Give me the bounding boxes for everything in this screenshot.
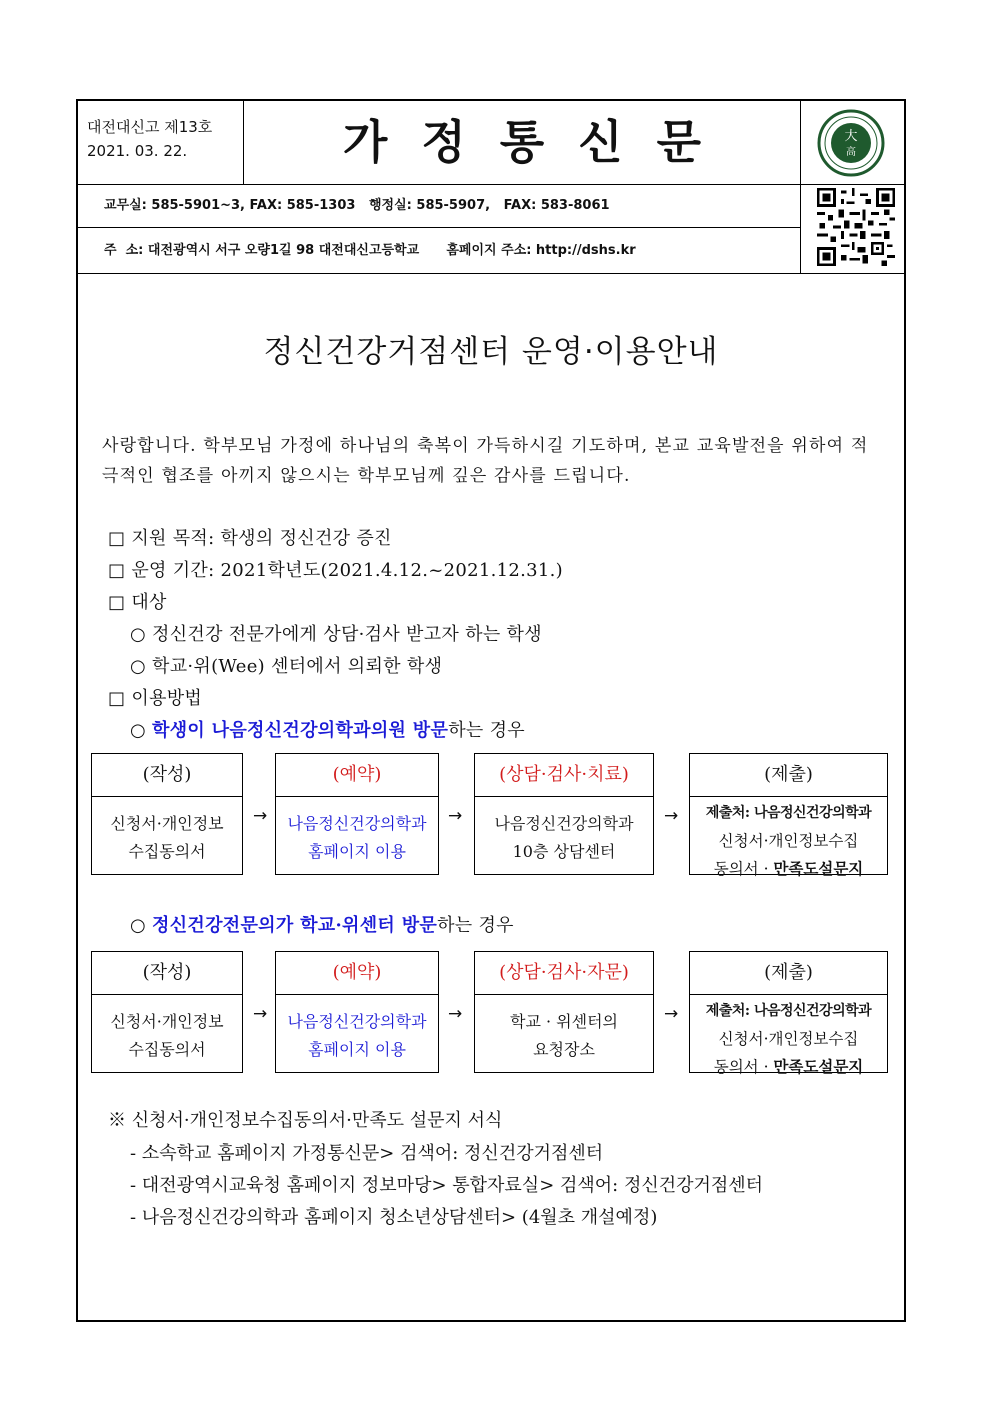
- step-body-line3: [690, 1053, 887, 1081]
- case2-step-write: [91, 951, 243, 1073]
- logo-char-1: 大: [844, 129, 858, 144]
- step-body: [276, 995, 438, 1064]
- case1-step-write: [91, 753, 243, 875]
- step-body-line1: 신청서·개인정보: [110, 814, 224, 833]
- address-info: 주 소: 대전광역시 서구 오량1길 98 대전대신고등학교 홈페이지 주소: http://dshs.kr: [78, 228, 800, 274]
- qr-code-icon[interactable]: [817, 188, 895, 266]
- case1-bullet: ○: [130, 720, 147, 741]
- step-body: [690, 995, 887, 1081]
- purpose-item: □ 지원 목적: 학생의 정신건강 증진: [108, 528, 392, 549]
- case1-heading: [130, 716, 525, 742]
- document-title: 정신건강거점센터 운영·이용안내: [263, 334, 719, 370]
- target-sub-2: ○ 학교·위(Wee) 센터에서 의뢰한 학생: [130, 656, 443, 677]
- step-head: (작성): [92, 754, 242, 797]
- notes-heading: ※ 신청서·개인정보수집동의서·만족도 설문지 서식: [108, 1110, 503, 1131]
- step-body-line3b: 만족도설문지: [773, 859, 864, 878]
- step-head: (제출): [690, 952, 887, 995]
- step-body-line2: 10층 상담센터: [512, 842, 616, 861]
- issue-date: 2021. 03. 22.: [87, 142, 188, 160]
- contact-info: 교무실: 585-5901~3, FAX: 585-1303 행정실: 585-5907, FAX: 583-8061: [78, 184, 800, 228]
- issue-info: [78, 101, 244, 184]
- step-body-line2: 수집동의서: [128, 842, 206, 861]
- step-head: (작성): [92, 952, 242, 995]
- case1-step-submit: [689, 753, 888, 878]
- step-body-line2: 홈페이지 이용: [308, 842, 406, 861]
- case1-highlight: 학생이 나음정신건강의학과의원 방문: [152, 720, 449, 741]
- step-body-line1: 나음정신건강의학과: [494, 814, 634, 833]
- step-head: (상담·검사·자문): [475, 952, 653, 995]
- note-1: - 소속학교 홈페이지 가정통신문> 검색어: 정신건강거점센터: [130, 1143, 604, 1164]
- arrow-icon: →: [253, 806, 268, 826]
- step-body-line1: 제출처: 나음정신건강의학과: [705, 805, 872, 821]
- step-head: (예약): [276, 952, 438, 995]
- step-body-line1: 신청서·개인정보: [110, 1012, 224, 1031]
- case1-suffix: 하는 경우: [448, 720, 525, 741]
- newsletter-title: 가정통신문: [342, 115, 736, 169]
- step-body: [92, 995, 242, 1064]
- period-item: □ 운영 기간: 2021학년도(2021.4.12.~2021.12.31.): [108, 560, 563, 581]
- case2-heading: [130, 911, 514, 937]
- step-body-line2: 신청서·개인정보수집: [718, 832, 859, 850]
- step-body-line2: 홈페이지 이용: [308, 1040, 406, 1059]
- case1-step-counsel: [474, 753, 654, 875]
- step-body-line3: [690, 855, 887, 883]
- case2-suffix: 하는 경우: [437, 915, 514, 936]
- school-logo-icon: [817, 109, 885, 177]
- step-head: (상담·검사·치료): [475, 754, 653, 797]
- note-3: - 나음정신건강의학과 홈페이지 청소년상담센터> (4월초 개설예정): [130, 1207, 658, 1228]
- step-body-line3a: 동의서 ·: [713, 860, 774, 878]
- arrow-icon: →: [664, 806, 679, 826]
- step-body-line2: 신청서·개인정보수집: [718, 1030, 859, 1048]
- step-body-line1: 나음정신건강의학과: [287, 814, 427, 833]
- arrow-icon: →: [448, 1004, 463, 1024]
- target-item: □ 대상: [108, 592, 167, 613]
- step-body: [475, 797, 653, 866]
- case2-step-reserve: [275, 951, 439, 1073]
- step-body: [690, 797, 887, 883]
- logo-char-2: 高: [846, 147, 856, 158]
- note-2: - 대전광역시교육청 홈페이지 정보마당> 통합자료실> 검색어: 정신건강거점센터: [130, 1175, 764, 1196]
- step-body: [92, 797, 242, 866]
- target-sub-1: ○ 정신건강 전문가에게 상담·검사 받고자 하는 학생: [130, 624, 542, 645]
- case2-bullet: ○: [130, 915, 147, 936]
- qr-cell: [800, 184, 904, 274]
- step-head: (예약): [276, 754, 438, 797]
- arrow-icon: →: [664, 1004, 679, 1024]
- step-body: [276, 797, 438, 866]
- step-body-line3a: 동의서 ·: [713, 1058, 774, 1076]
- step-body-line1: 제출처: 나음정신건강의학과: [705, 1003, 872, 1019]
- step-body-line1: 나음정신건강의학과: [287, 1012, 427, 1031]
- step-body-line3b: 만족도설문지: [773, 1057, 864, 1076]
- case2-step-counsel: [474, 951, 654, 1073]
- arrow-icon: →: [448, 806, 463, 826]
- step-body: [475, 995, 653, 1064]
- newsletter-frame: [76, 99, 906, 1322]
- issue-number: 대전대신고 제13호: [87, 118, 213, 136]
- header-top: [78, 101, 904, 185]
- case1-step-reserve: [275, 753, 439, 875]
- logo-cell: [800, 101, 905, 184]
- step-head: (제출): [690, 754, 887, 797]
- intro-paragraph: 사랑합니다. 학부모님 가정에 하나님의 축복이 가득하시길 기도하며, 본교 교육발전을 위하여 적극적인 협조를 아끼지 않으시는 학부모님께 깊은 감사를 드립니다.: [102, 436, 869, 486]
- step-body-line2: 요청장소: [533, 1040, 595, 1059]
- step-body-line2: 수집동의서: [128, 1040, 206, 1059]
- case2-highlight: 정신건강전문의가 학교·위센터 방문: [152, 915, 438, 936]
- method-item: □ 이용방법: [108, 688, 203, 709]
- arrow-icon: →: [253, 1004, 268, 1024]
- step-body-line1: 학교 · 위센터의: [510, 1012, 618, 1031]
- case2-step-submit: [689, 951, 888, 1076]
